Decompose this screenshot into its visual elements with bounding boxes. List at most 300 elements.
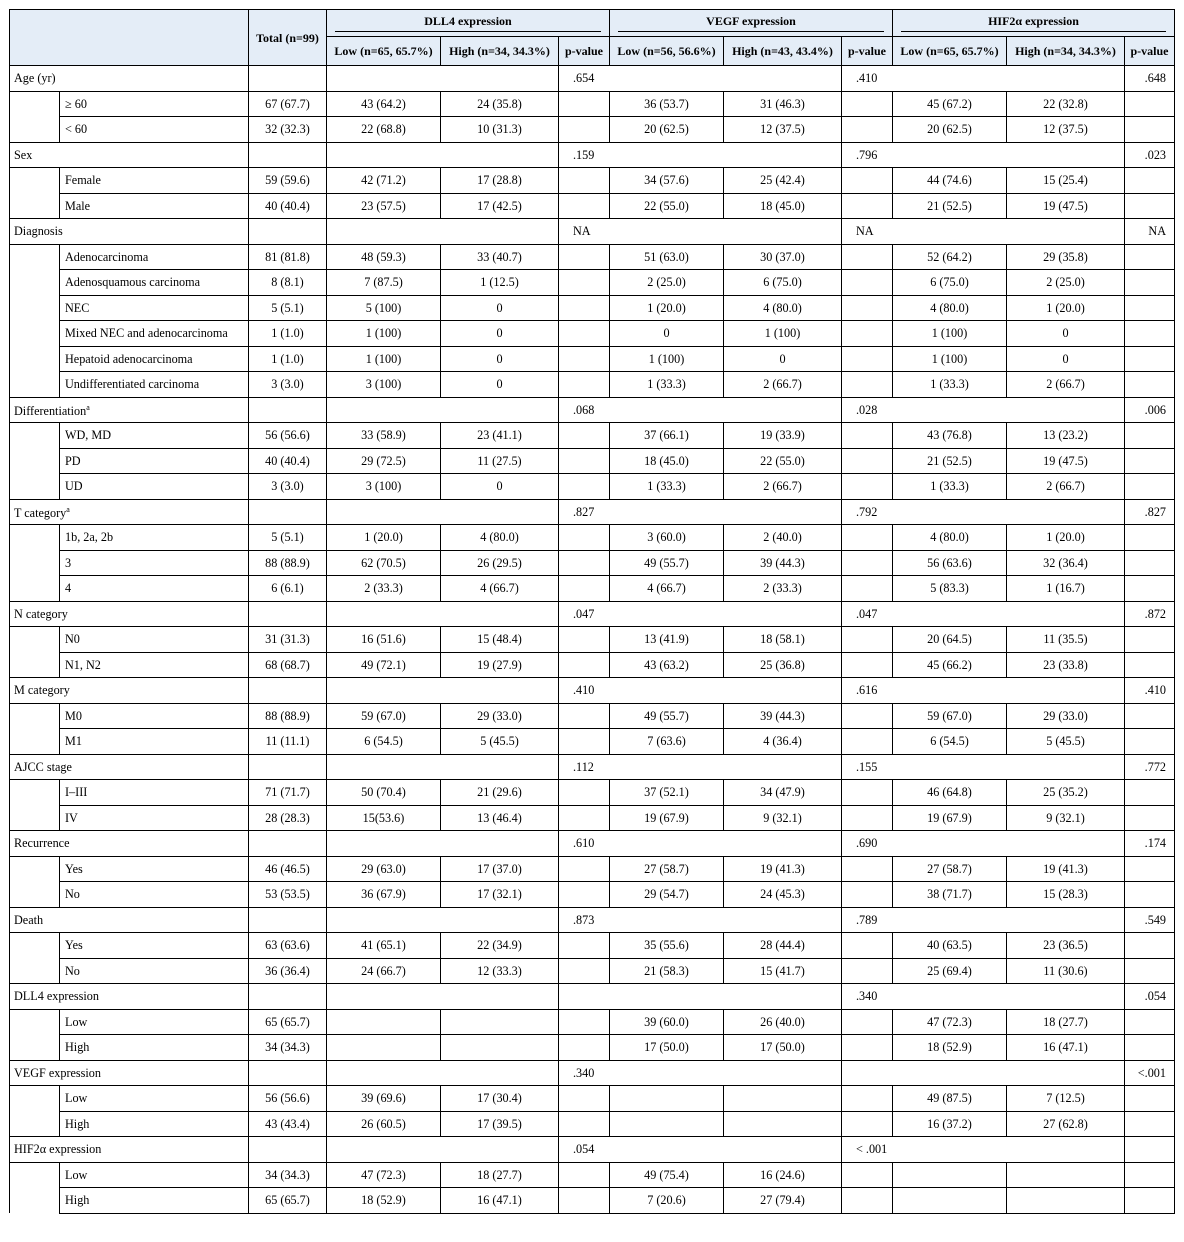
total-cell: 34 (34.3) [249, 1035, 327, 1061]
indent-spacer [10, 576, 60, 602]
category-empty-cell [893, 831, 1007, 857]
low-cell: 22 (55.0) [610, 193, 724, 219]
category-total-cell [249, 831, 327, 857]
p-value-empty-cell [1125, 1188, 1175, 1214]
category-label [10, 984, 249, 1010]
total-cell: 36 (36.4) [249, 958, 327, 984]
table-row [10, 270, 1175, 296]
category-label-text: N category [14, 606, 68, 621]
category-label [10, 397, 249, 423]
high-cell: 9 (32.1) [724, 805, 842, 831]
high-cell: 1 (16.7) [1007, 576, 1125, 602]
header-dll4-high: High (n=34, 34.3%) [441, 37, 559, 66]
p-value-empty-cell [1125, 729, 1175, 755]
p-value-empty-cell [559, 295, 610, 321]
low-cell: 21 (52.5) [893, 448, 1007, 474]
total-cell: 3 (3.0) [249, 372, 327, 398]
category-empty-cell [1007, 499, 1125, 525]
category-label [10, 907, 249, 933]
indent-spacer [10, 525, 60, 551]
p-value-empty-cell [559, 1035, 610, 1061]
characteristics-table [9, 9, 1175, 1214]
category-empty-cell [893, 142, 1007, 168]
total-cell: 34 (34.3) [249, 1162, 327, 1188]
p-value-empty-cell [842, 423, 893, 449]
category-empty-cell [610, 142, 724, 168]
table-row [10, 117, 1175, 143]
low-cell: 0 [610, 321, 724, 347]
indent-spacer [10, 882, 60, 908]
p-value-empty-cell [559, 1188, 610, 1214]
low-cell: 16 (37.2) [893, 1111, 1007, 1137]
p-value-empty-cell [1125, 168, 1175, 194]
p-value-empty-cell [1125, 321, 1175, 347]
p-value-cell: NA [842, 219, 893, 245]
high-cell: 11 (30.6) [1007, 958, 1125, 984]
p-value-empty-cell [842, 856, 893, 882]
total-cell: 40 (40.4) [249, 193, 327, 219]
low-cell: 5 (83.3) [893, 576, 1007, 602]
row-label: Female [60, 168, 249, 194]
low-cell: 33 (58.9) [327, 423, 441, 449]
high-cell: 16 (24.6) [724, 1162, 842, 1188]
p-value-empty-cell [559, 448, 610, 474]
category-empty-cell [327, 1137, 441, 1163]
p-value-empty-cell [1125, 193, 1175, 219]
category-label [10, 499, 249, 525]
low-cell: 47 (72.3) [327, 1162, 441, 1188]
category-total-cell [249, 601, 327, 627]
indent-spacer [10, 652, 60, 678]
high-cell [441, 1035, 559, 1061]
table-row [10, 958, 1175, 984]
table-row [10, 1086, 1175, 1112]
category-label-text: T category [14, 506, 67, 521]
row-label: N0 [60, 627, 249, 653]
category-empty-cell [893, 499, 1007, 525]
total-cell: 88 (88.9) [249, 703, 327, 729]
p-value-cell: .648 [1125, 66, 1175, 92]
indent-spacer [10, 933, 60, 959]
category-row [10, 754, 1175, 780]
category-empty-cell [610, 219, 724, 245]
indent-spacer [10, 856, 60, 882]
indent-spacer [10, 117, 60, 143]
low-cell: 15(53.6) [327, 805, 441, 831]
low-cell: 18 (52.9) [327, 1188, 441, 1214]
high-cell [1007, 1162, 1125, 1188]
low-cell: 39 (60.0) [610, 1009, 724, 1035]
p-value-empty-cell [559, 780, 610, 806]
category-empty-cell [893, 219, 1007, 245]
high-cell: 23 (33.8) [1007, 652, 1125, 678]
low-cell: 24 (66.7) [327, 958, 441, 984]
category-empty-cell [724, 984, 842, 1010]
indent-spacer [10, 627, 60, 653]
low-cell: 29 (63.0) [327, 856, 441, 882]
category-row [10, 601, 1175, 627]
low-cell: 20 (62.5) [893, 117, 1007, 143]
low-cell: 59 (67.0) [327, 703, 441, 729]
high-cell: 17 (37.0) [441, 856, 559, 882]
high-cell: 0 [1007, 346, 1125, 372]
total-cell: 5 (5.1) [249, 525, 327, 551]
category-total-cell [249, 907, 327, 933]
row-label: 4 [60, 576, 249, 602]
indent-spacer [10, 1162, 60, 1188]
p-value-empty-cell [559, 627, 610, 653]
p-value-empty-cell [1125, 958, 1175, 984]
low-cell [610, 1111, 724, 1137]
category-empty-cell [1007, 907, 1125, 933]
p-value-empty-cell [1125, 550, 1175, 576]
category-total-cell [249, 754, 327, 780]
p-value-cell: .792 [842, 499, 893, 525]
p-value-empty-cell [1125, 627, 1175, 653]
p-value-empty-cell [1125, 295, 1175, 321]
high-cell: 19 (47.5) [1007, 193, 1125, 219]
total-cell: 63 (63.6) [249, 933, 327, 959]
total-cell: 59 (59.6) [249, 168, 327, 194]
low-cell: 34 (57.6) [610, 168, 724, 194]
high-cell: 15 (48.4) [441, 627, 559, 653]
category-empty-cell [327, 678, 441, 704]
indent-spacer [10, 1009, 60, 1035]
row-label: Hepatoid adenocarcinoma [60, 346, 249, 372]
table-row [10, 576, 1175, 602]
p-value-empty-cell [842, 525, 893, 551]
table-row [10, 550, 1175, 576]
table-row [10, 703, 1175, 729]
p-value-empty-cell [559, 1009, 610, 1035]
footnote-marker: a [66, 505, 70, 515]
high-cell: 1 (12.5) [441, 270, 559, 296]
indent-spacer [10, 958, 60, 984]
p-value-empty-cell [559, 423, 610, 449]
high-cell: 19 (27.9) [441, 652, 559, 678]
category-empty-cell [610, 397, 724, 423]
table-row [10, 448, 1175, 474]
p-value-empty-cell [1125, 448, 1175, 474]
p-value-empty-cell [1125, 1162, 1175, 1188]
p-value-cell: .047 [842, 601, 893, 627]
p-value-empty-cell [559, 652, 610, 678]
low-cell: 51 (63.0) [610, 244, 724, 270]
p-value-cell: NA [1125, 219, 1175, 245]
high-cell: 15 (41.7) [724, 958, 842, 984]
indent-spacer [10, 270, 60, 296]
table-row [10, 856, 1175, 882]
low-cell: 4 (80.0) [893, 295, 1007, 321]
row-label: IV [60, 805, 249, 831]
p-value-empty-cell [559, 1086, 610, 1112]
p-value-empty-cell [842, 117, 893, 143]
low-cell: 1 (100) [610, 346, 724, 372]
total-cell: 3 (3.0) [249, 474, 327, 500]
category-empty-cell [327, 831, 441, 857]
high-cell: 2 (40.0) [724, 525, 842, 551]
footnote-marker: a [86, 403, 90, 413]
low-cell: 43 (64.2) [327, 91, 441, 117]
indent-spacer [10, 474, 60, 500]
p-value-empty-cell [1125, 1009, 1175, 1035]
category-total-cell [249, 984, 327, 1010]
row-label: M0 [60, 703, 249, 729]
high-cell: 39 (44.3) [724, 550, 842, 576]
category-empty-cell [441, 1060, 559, 1086]
p-value-empty-cell [842, 244, 893, 270]
high-cell: 22 (34.9) [441, 933, 559, 959]
p-value-empty-cell [842, 652, 893, 678]
low-cell: 3 (100) [327, 372, 441, 398]
low-cell: 41 (65.1) [327, 933, 441, 959]
category-total-cell [249, 1137, 327, 1163]
p-value-empty-cell [842, 805, 893, 831]
header-group-vegf: VEGF expression [610, 10, 893, 37]
low-cell: 27 (58.7) [610, 856, 724, 882]
high-cell: 27 (79.4) [724, 1188, 842, 1214]
high-cell: 33 (40.7) [441, 244, 559, 270]
category-label [10, 142, 249, 168]
low-cell: 56 (63.6) [893, 550, 1007, 576]
category-empty-cell [1007, 831, 1125, 857]
p-value-cell: .690 [842, 831, 893, 857]
indent-spacer [10, 550, 60, 576]
low-cell: 2 (25.0) [610, 270, 724, 296]
high-cell: 31 (46.3) [724, 91, 842, 117]
p-value-empty-cell [559, 372, 610, 398]
header-dll4-p: p-value [559, 37, 610, 66]
category-empty-cell [1007, 66, 1125, 92]
p-value-empty-cell [559, 1111, 610, 1137]
category-empty-cell [724, 1137, 842, 1163]
p-value-empty-cell [559, 729, 610, 755]
total-cell: 67 (67.7) [249, 91, 327, 117]
p-value-cell [1125, 1137, 1175, 1163]
p-value-cell: .873 [559, 907, 610, 933]
category-empty-cell [1007, 754, 1125, 780]
low-cell: 13 (41.9) [610, 627, 724, 653]
p-value-cell: .789 [842, 907, 893, 933]
row-label: Adenosquamous carcinoma [60, 270, 249, 296]
p-value-cell: .827 [559, 499, 610, 525]
high-cell: 17 (39.5) [441, 1111, 559, 1137]
table-container [9, 9, 1175, 1214]
high-cell: 4 (36.4) [724, 729, 842, 755]
category-label [10, 219, 249, 245]
p-value-cell: .772 [1125, 754, 1175, 780]
category-empty-cell [893, 678, 1007, 704]
low-cell: 3 (60.0) [610, 525, 724, 551]
high-cell: 16 (47.1) [441, 1188, 559, 1214]
low-cell: 3 (100) [327, 474, 441, 500]
category-row [10, 499, 1175, 525]
high-cell: 34 (47.9) [724, 780, 842, 806]
low-cell: 1 (100) [327, 346, 441, 372]
p-value-empty-cell [1125, 805, 1175, 831]
low-cell: 1 (20.0) [610, 295, 724, 321]
low-cell: 62 (70.5) [327, 550, 441, 576]
header-hif2a-low: Low (n=65, 65.7%) [893, 37, 1007, 66]
category-empty-cell [893, 984, 1007, 1010]
low-cell: 16 (51.6) [327, 627, 441, 653]
row-label: Yes [60, 933, 249, 959]
category-empty-cell [1007, 1060, 1125, 1086]
total-cell: 1 (1.0) [249, 346, 327, 372]
low-cell: 35 (55.6) [610, 933, 724, 959]
p-value-empty-cell [559, 525, 610, 551]
row-label: Low [60, 1086, 249, 1112]
category-empty-cell [1007, 1137, 1125, 1163]
high-cell: 0 [441, 321, 559, 347]
p-value-empty-cell [559, 933, 610, 959]
p-value-cell: .006 [1125, 397, 1175, 423]
category-empty-cell [893, 1137, 1007, 1163]
low-cell: 43 (63.2) [610, 652, 724, 678]
low-cell: 49 (75.4) [610, 1162, 724, 1188]
table-row [10, 933, 1175, 959]
row-label: Undifferentiated carcinoma [60, 372, 249, 398]
high-cell: 2 (66.7) [724, 372, 842, 398]
high-cell: 19 (41.3) [724, 856, 842, 882]
indent-spacer [10, 295, 60, 321]
p-value-cell: .654 [559, 66, 610, 92]
low-cell: 27 (58.7) [893, 856, 1007, 882]
indent-spacer [10, 372, 60, 398]
low-cell: 52 (64.2) [893, 244, 1007, 270]
high-cell: 12 (33.3) [441, 958, 559, 984]
total-cell: 32 (32.3) [249, 117, 327, 143]
category-empty-cell [724, 397, 842, 423]
p-value-empty-cell [842, 91, 893, 117]
low-cell: 49 (87.5) [893, 1086, 1007, 1112]
low-cell: 44 (74.6) [893, 168, 1007, 194]
category-empty-cell [327, 1060, 441, 1086]
category-label-text: HIF2α expression [14, 1142, 102, 1157]
p-value-empty-cell [842, 958, 893, 984]
high-cell: 23 (36.5) [1007, 933, 1125, 959]
p-value-cell: .616 [842, 678, 893, 704]
low-cell: 1 (100) [893, 321, 1007, 347]
high-cell: 19 (33.9) [724, 423, 842, 449]
high-cell: 22 (55.0) [724, 448, 842, 474]
category-total-cell [249, 142, 327, 168]
low-cell: 7 (63.6) [610, 729, 724, 755]
indent-spacer [10, 321, 60, 347]
row-label: Low [60, 1162, 249, 1188]
row-label: < 60 [60, 117, 249, 143]
p-value-cell: .159 [559, 142, 610, 168]
p-value-cell [842, 1060, 893, 1086]
table-row [10, 1009, 1175, 1035]
p-value-empty-cell [842, 1111, 893, 1137]
high-cell: 4 (80.0) [724, 295, 842, 321]
high-cell: 26 (29.5) [441, 550, 559, 576]
high-cell: 18 (27.7) [1007, 1009, 1125, 1035]
category-empty-cell [1007, 219, 1125, 245]
row-label: No [60, 882, 249, 908]
table-row [10, 627, 1175, 653]
category-empty-cell [1007, 142, 1125, 168]
high-cell: 13 (46.4) [441, 805, 559, 831]
table-row [10, 652, 1175, 678]
category-empty-cell [327, 907, 441, 933]
low-cell: 6 (54.5) [327, 729, 441, 755]
table-row [10, 244, 1175, 270]
category-row [10, 831, 1175, 857]
high-cell: 15 (28.3) [1007, 882, 1125, 908]
high-cell: 5 (45.5) [441, 729, 559, 755]
header-group-hif2a: HIF2α expression [893, 10, 1175, 37]
low-cell: 49 (55.7) [610, 703, 724, 729]
low-cell: 19 (67.9) [893, 805, 1007, 831]
p-value-empty-cell [842, 448, 893, 474]
total-cell: 88 (88.9) [249, 550, 327, 576]
table-body [10, 66, 1175, 1214]
header-dll4-low: Low (n=65, 65.7%) [327, 37, 441, 66]
high-cell: 39 (44.3) [724, 703, 842, 729]
low-cell: 39 (69.6) [327, 1086, 441, 1112]
high-cell: 0 [1007, 321, 1125, 347]
low-cell: 4 (66.7) [610, 576, 724, 602]
high-cell: 28 (44.4) [724, 933, 842, 959]
category-empty-cell [327, 499, 441, 525]
row-label: 3 [60, 550, 249, 576]
high-cell: 24 (45.3) [724, 882, 842, 908]
p-value-empty-cell [842, 193, 893, 219]
category-empty-cell [724, 907, 842, 933]
low-cell: 1 (33.3) [610, 372, 724, 398]
indent-spacer [10, 1111, 60, 1137]
p-value-empty-cell [559, 244, 610, 270]
category-empty-cell [724, 601, 842, 627]
high-cell: 17 (42.5) [441, 193, 559, 219]
p-value-empty-cell [842, 780, 893, 806]
p-value-empty-cell [1125, 856, 1175, 882]
p-value-empty-cell [1125, 576, 1175, 602]
low-cell [327, 1035, 441, 1061]
total-cell: 5 (5.1) [249, 295, 327, 321]
high-cell: 32 (36.4) [1007, 550, 1125, 576]
high-cell: 29 (35.8) [1007, 244, 1125, 270]
p-value-empty-cell [842, 1188, 893, 1214]
high-cell: 4 (80.0) [441, 525, 559, 551]
p-value-cell: .047 [559, 601, 610, 627]
high-cell: 24 (35.8) [441, 91, 559, 117]
p-value-cell: .410 [1125, 678, 1175, 704]
category-empty-cell [1007, 678, 1125, 704]
total-cell: 28 (28.3) [249, 805, 327, 831]
row-label: Mixed NEC and adenocarcinoma [60, 321, 249, 347]
p-value-cell: .340 [842, 984, 893, 1010]
p-value-cell: .796 [842, 142, 893, 168]
low-cell: 26 (60.5) [327, 1111, 441, 1137]
total-cell: 43 (43.4) [249, 1111, 327, 1137]
p-value-empty-cell [559, 1162, 610, 1188]
category-empty-cell [724, 1060, 842, 1086]
low-cell: 37 (66.1) [610, 423, 724, 449]
category-empty-cell [893, 1060, 1007, 1086]
row-label: UD [60, 474, 249, 500]
category-empty-cell [441, 754, 559, 780]
low-cell: 36 (67.9) [327, 882, 441, 908]
category-row [10, 397, 1175, 423]
header-group-dll4: DLL4 expression [327, 10, 610, 37]
category-label [10, 831, 249, 857]
p-value-cell: .155 [842, 754, 893, 780]
high-cell: 27 (62.8) [1007, 1111, 1125, 1137]
row-label: N1, N2 [60, 652, 249, 678]
